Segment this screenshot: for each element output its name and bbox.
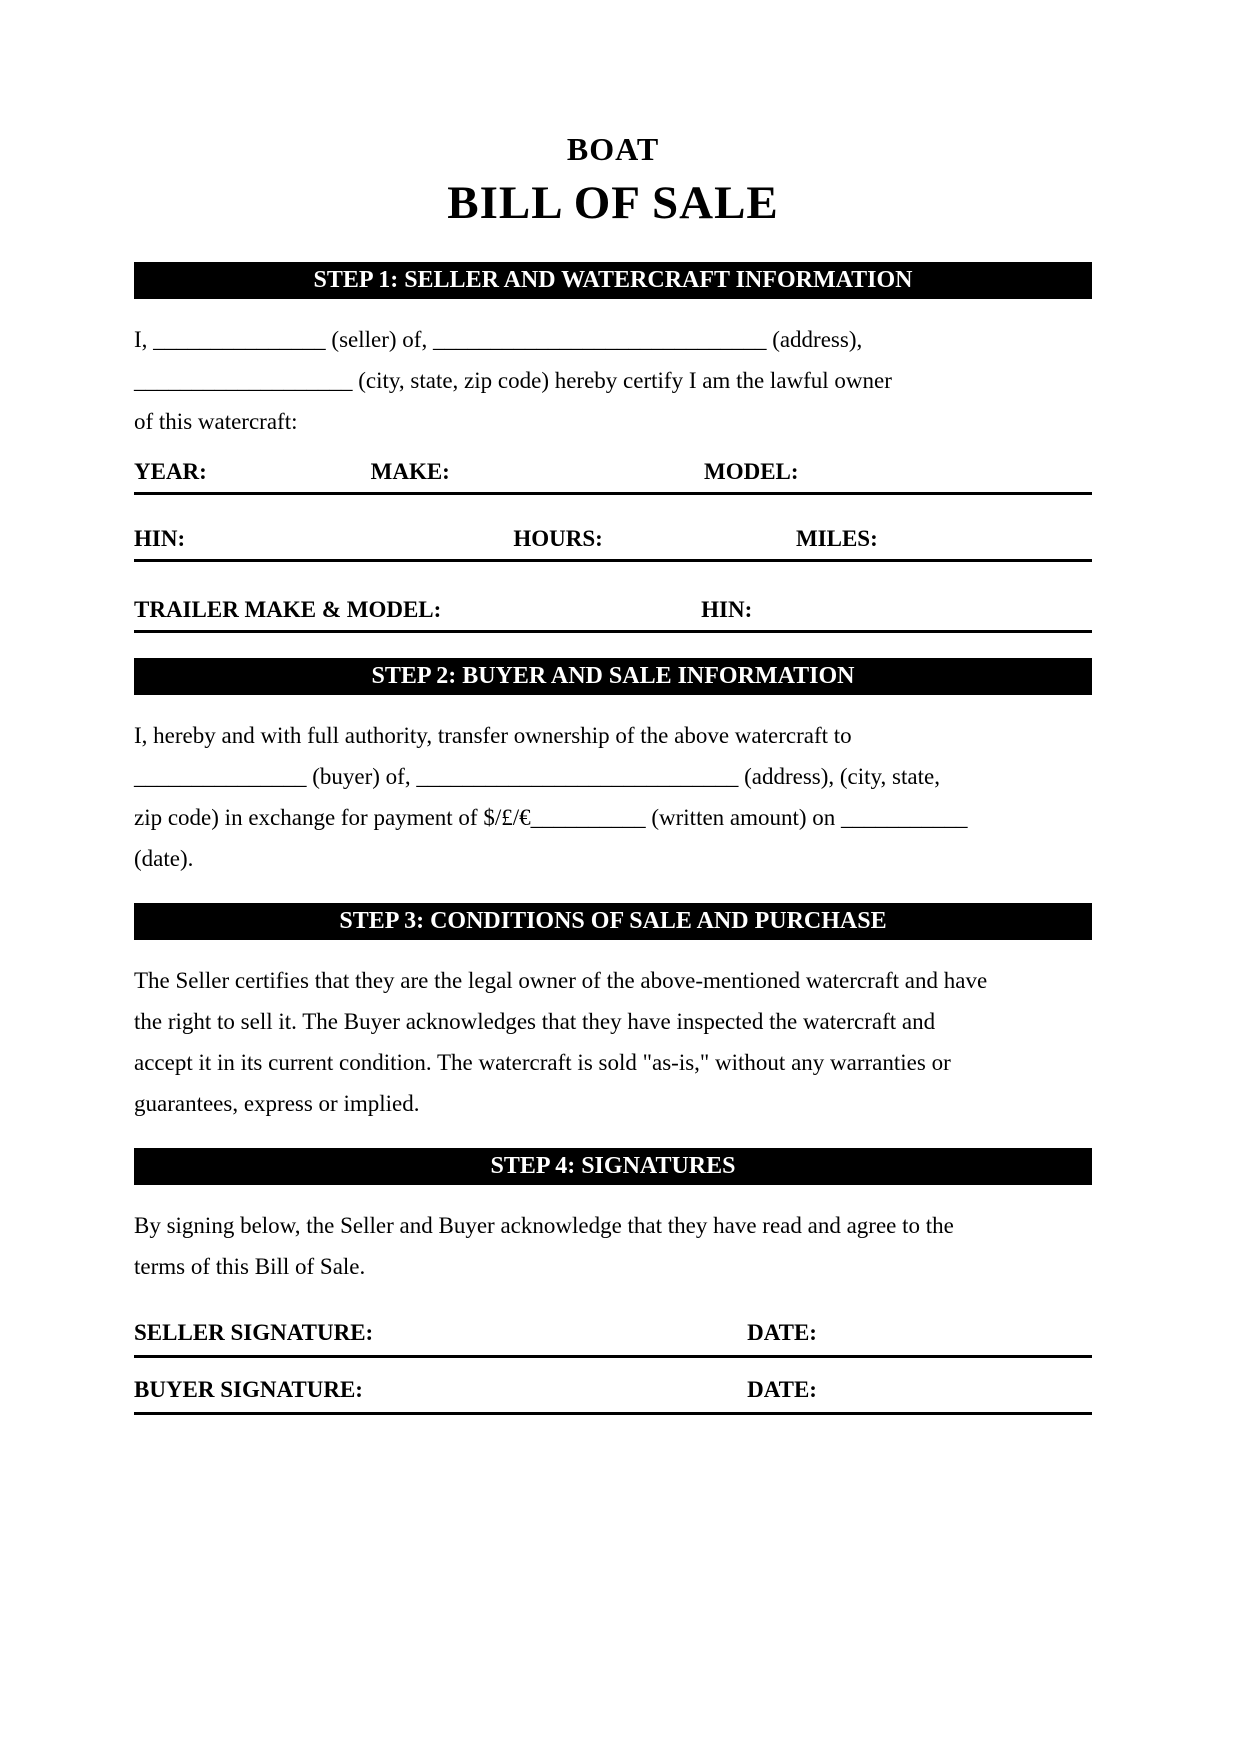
- section-header-step4: STEP 4: SIGNATURES: [134, 1148, 1092, 1185]
- paragraph-line: By signing below, the Seller and Buyer acknowledge that they have read and agree to the: [134, 1213, 954, 1238]
- field-row-year-make-model: [134, 458, 1092, 486]
- field-label-seller-signature: SELLER SIGNATURE:: [134, 1320, 374, 1345]
- field-label-buyer-date: DATE:: [747, 1377, 817, 1402]
- paragraph-line: zip code) in exchange for payment of $/£/€__________ (written amount) on ___________: [134, 805, 968, 830]
- paragraph-line: I, _______________ (seller) of, _____________________________ (address),: [134, 327, 863, 352]
- step2-paragraph: [134, 715, 1092, 879]
- paragraph-line: (date).: [134, 846, 194, 871]
- step4-paragraph: [134, 1205, 1092, 1287]
- field-label-trailer-hin: HIN:: [701, 597, 753, 622]
- field-label-hin: HIN:: [134, 526, 186, 551]
- step1-paragraph: [134, 319, 1092, 442]
- field-label-make: MAKE:: [370, 459, 450, 484]
- field-label-buyer-signature: BUYER SIGNATURE:: [134, 1377, 363, 1402]
- field-label-hours: HOURS:: [513, 526, 603, 551]
- document-content: [134, 0, 1092, 1415]
- fill-rule-seller-signature: [134, 1355, 1092, 1358]
- document-subtitle: BOAT: [566, 131, 660, 167]
- paragraph-line: ___________________ (city, state, zip code) hereby certify I am the lawful owner: [134, 368, 892, 393]
- field-label-year: YEAR:: [134, 459, 207, 484]
- paragraph-line: accept it in its current condition. The watercraft is sold "as-is," without any warranties or: [134, 1050, 951, 1075]
- fill-rule-year-make-model: [134, 492, 1092, 495]
- field-label-miles: MILES:: [795, 526, 878, 551]
- field-row-hin-hours-miles: [134, 525, 1092, 553]
- paragraph-line: guarantees, express or implied.: [134, 1091, 420, 1116]
- section-header-step3: STEP 3: CONDITIONS OF SALE AND PURCHASE: [134, 903, 1092, 940]
- paragraph-line: The Seller certifies that they are the legal owner of the above-mentioned watercraft and have: [134, 968, 988, 993]
- field-row-trailer: [134, 596, 1092, 624]
- paragraph-line: the right to sell it. The Buyer acknowledges that they have inspected the watercraft and: [134, 1009, 936, 1034]
- paragraph-line: I, hereby and with full authority, transfer ownership of the above watercraft to: [134, 723, 852, 748]
- signature-row-seller: [134, 1319, 1092, 1347]
- signature-row-buyer: [134, 1376, 1092, 1404]
- section-header-step1: STEP 1: SELLER AND WATERCRAFT INFORMATION: [134, 262, 1092, 299]
- paragraph-line: _______________ (buyer) of, ____________________________ (address), (city, state,: [134, 764, 940, 789]
- section-header-step2: STEP 2: BUYER AND SALE INFORMATION: [134, 658, 1092, 695]
- document-title: BILL OF SALE: [447, 177, 779, 229]
- paragraph-line: terms of this Bill of Sale.: [134, 1254, 366, 1279]
- field-label-seller-date: DATE:: [747, 1320, 817, 1345]
- step3-paragraph: [134, 960, 1092, 1124]
- fill-rule-trailer: [134, 630, 1092, 633]
- fill-rule-hin-hours-miles: [134, 559, 1092, 562]
- field-label-model: MODEL:: [704, 459, 799, 484]
- fill-rule-buyer-signature: [134, 1412, 1092, 1415]
- paragraph-line: of this watercraft:: [134, 409, 298, 434]
- field-label-trailer-make-model: TRAILER MAKE & MODEL:: [134, 597, 442, 622]
